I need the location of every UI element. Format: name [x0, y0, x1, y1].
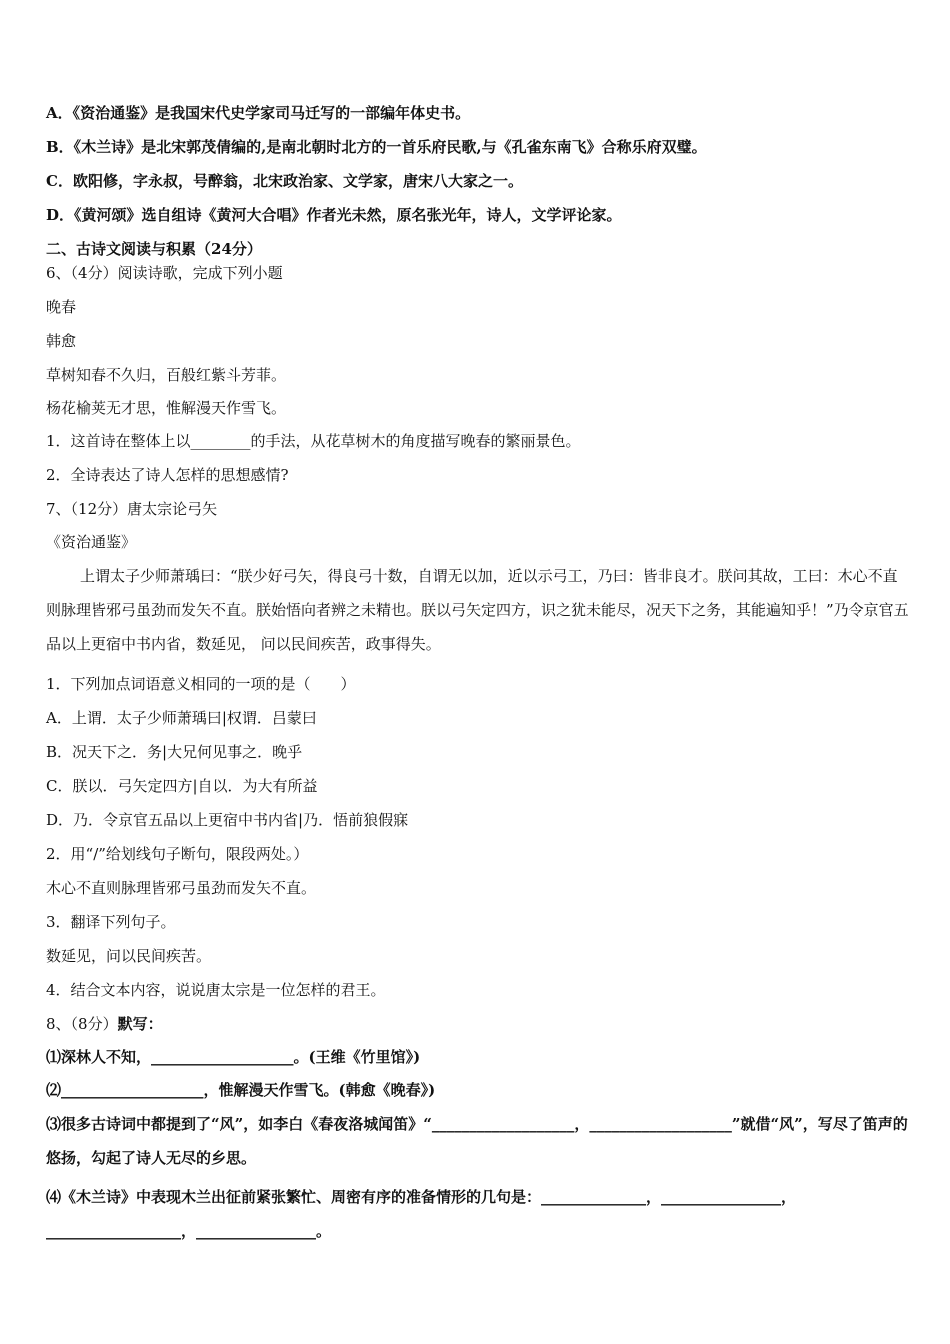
q6-author: 韩愈 [46, 332, 77, 350]
q7-sub3-sentence: 数延见，问以民间疾苦。 [46, 947, 212, 965]
q8-item4: ⑷《木兰诗》中表现木兰出征前紧张繁忙、周密有序的准备情形的几句是：______________，________________，__________________，________________。 [46, 1188, 797, 1240]
option-b: B．《木兰诗》是北宋郭茂倩编的,是南北朝时北方的一首乐府民歌,与《孔雀东南飞》合称乐府双璧。 [46, 138, 707, 156]
q7-passage: 上谓太子少师萧瑀曰：“朕少好弓矢，得良弓十数，自谓无以加，近以示弓工，乃曰：皆非良才。朕问其故，工曰：木心不直则脉理皆邪弓虽劲而发矢不直。朕始悟向者辨之未精也。朕以弓矢定四方，识之犹未能尽，况天下之务，其能遍知乎！”乃令京官五品以上更宿中书内省，数延见， 问以民间疾苦，政事得失。 [46, 567, 909, 653]
q7-option-d: D．乃．令京官五品以上更宿中书内省|乃．悟前狼假寐 [46, 811, 409, 829]
q6-poem-line1: 草树知春不久归，百般红紫斗芳菲。 [46, 366, 287, 384]
q8-item1: ⑴深林人不知，___________________。(王维《竹里馆》) [46, 1048, 421, 1066]
option-d: D．《黄河颂》选自组诗《黄河大合唱》作者光未然，原名张光年，诗人，文学评论家。 [46, 206, 622, 224]
q7-source: 《资治通鉴》 [46, 533, 137, 551]
q8-title-bold: 默写： [117, 1015, 163, 1033]
q7-option-c: C．朕以．弓矢定四方|自以．为大有所益 [46, 777, 318, 795]
option-c: C．欧阳修，字永叔，号醉翁，北宋政治家、文学家，唐宋八大家之一。 [46, 172, 523, 190]
q7-title: 7、（12分）唐太宗论弓矢 [46, 500, 218, 518]
q7-sub2-sentence: 木心不直则脉理皆邪弓虽劲而发矢不直。 [46, 879, 317, 897]
q8-item3: ⑶很多古诗词中都提到了“风”，如李白《春夜洛城闻笛》“___________________，___________________”就借“风”，写尽了笛声的悠扬，勾起了诗人无尽的乡思。 [46, 1115, 908, 1167]
q8-title [46, 1014, 910, 1034]
section-heading: 二、古诗文阅读与积累（24分） [46, 240, 262, 258]
q6-poem-title: 晚春 [46, 298, 77, 316]
q7-sub1: 1．下列加点词语意义相同的一项的是（ ） [46, 675, 356, 693]
q8-item2: ⑵___________________，惟解漫天作雪飞。(韩愈《晚春》) [46, 1081, 436, 1099]
q6-title: 6、（4分）阅读诗歌，完成下列小题 [46, 264, 283, 282]
q6-sub1: 1．这首诗在整体上以________的手法，从花草树木的角度描写晚春的繁丽景色。 [46, 432, 581, 450]
q8-title-prefix: 8、（8分） [46, 1015, 118, 1033]
q6-sub2: 2．全诗表达了诗人怎样的思想感情? [46, 466, 289, 484]
q7-sub4: 4．结合文本内容，说说唐太宗是一位怎样的君王。 [46, 981, 386, 999]
q6-poem-line2: 杨花榆荚无才思，惟解漫天作雪飞。 [46, 399, 287, 417]
q7-sub2: 2．用“/”给划线句子断句，限段两处。） [46, 845, 309, 863]
q7-sub3: 3．翻译下列句子。 [46, 913, 176, 931]
q7-option-a: A．上谓．太子少师萧瑀曰|权谓．吕蒙曰 [46, 709, 317, 727]
option-a: A．《资治通鉴》是我国宋代史学家司马迁写的一部编年体史书。 [46, 104, 471, 122]
q7-option-b: B．况天下之．务|大兄何见事之．晚乎 [46, 743, 303, 761]
